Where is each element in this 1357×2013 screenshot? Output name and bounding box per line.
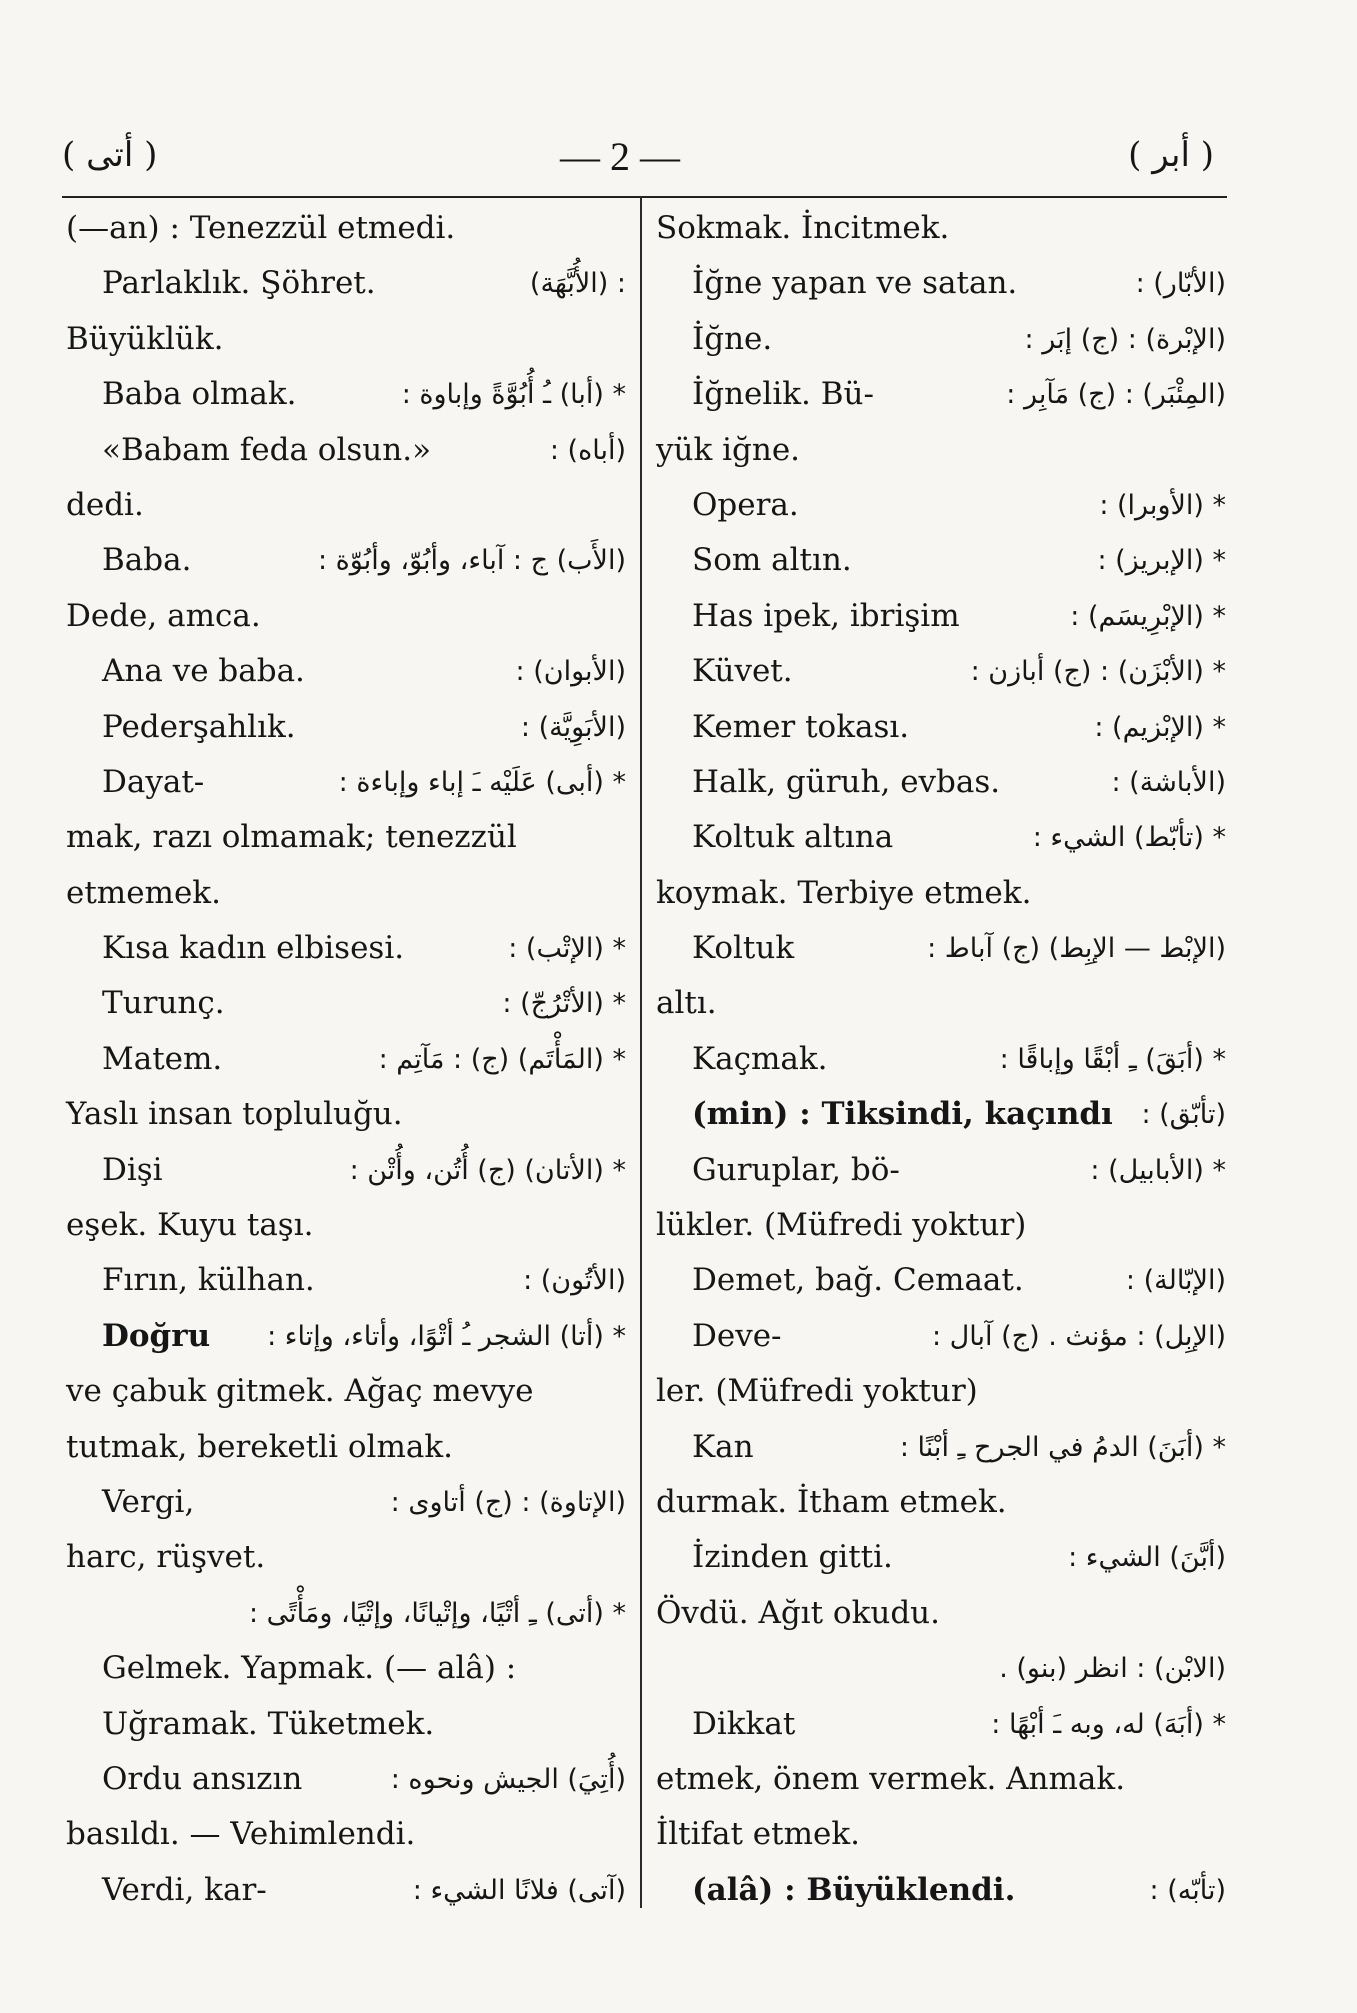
header-rule	[62, 196, 1227, 198]
dictionary-line	[656, 1364, 1226, 1419]
arabic-entry: (الأبَوِيَّة) :	[520, 711, 626, 743]
arabic-entry: * (أبَقَ) ـِ أبْقًا وإباقًا :	[999, 1043, 1226, 1075]
dictionary-line	[66, 478, 626, 533]
dictionary-line	[66, 312, 626, 367]
dictionary-line	[656, 1087, 1226, 1142]
header-left-keyword: ( أتى )	[62, 135, 158, 175]
turkish-text: ler. (Müfredi yoktur)	[656, 1373, 978, 1410]
arabic-entry: * (الأتْرُجّ) :	[502, 988, 626, 1020]
turkish-text: Kaçmak.	[692, 1040, 828, 1077]
dictionary-line	[656, 810, 1226, 865]
turkish-text: yük iğne.	[656, 431, 801, 468]
dictionary-line	[66, 1475, 626, 1530]
dictionary-line	[66, 1752, 626, 1807]
arabic-entry: (الإبِل) : مؤنث . (ج) آبال :	[932, 1320, 1226, 1352]
arabic-entry: (الإبّالة) :	[1125, 1265, 1226, 1297]
arabic-entry: * (أبَنَ) الدمُ في الجرح ـِ أبْنًا :	[899, 1431, 1226, 1463]
arabic-entry: (الإبْرة) : (ج) إبَر :	[1024, 323, 1226, 355]
turkish-text: Has ipek, ibrişim	[692, 597, 960, 634]
arabic-entry: (تأبّه) :	[1149, 1874, 1226, 1906]
dictionary-line	[66, 921, 626, 976]
dictionary-line	[66, 976, 626, 1031]
dictionary-line	[66, 1032, 626, 1087]
arabic-entry: (الأبوان) :	[515, 656, 626, 688]
dictionary-line	[66, 1586, 626, 1641]
dictionary-line	[66, 256, 626, 311]
dictionary-line	[66, 810, 626, 865]
dictionary-line	[66, 533, 626, 588]
turkish-text: Guruplar, bö-	[692, 1151, 900, 1188]
dictionary-line	[66, 1309, 626, 1364]
turkish-text: «Babam feda olsun.»	[102, 431, 432, 468]
dictionary-line	[66, 367, 626, 422]
arabic-entry: * (أتى) ـِ أتْيًا، وإتْيانًا، وإتْيًا، ومَأْتًى :	[248, 1597, 626, 1629]
arabic-entry: * (المَأْتَم) (ج) : مَآتِم :	[378, 1043, 626, 1075]
dictionary-line	[656, 644, 1226, 699]
page-header	[0, 125, 1357, 185]
arabic-entry: * (الأوبرا) :	[1099, 489, 1226, 521]
dictionary-line	[656, 1586, 1226, 1641]
turkish-text: Ordu ansızın	[102, 1760, 303, 1797]
arabic-entry: * (الإبْرِيسَم) :	[1070, 600, 1226, 632]
dictionary-line	[656, 478, 1226, 533]
turkish-text: Doğru	[102, 1317, 211, 1354]
turkish-text: Verdi, kar-	[102, 1871, 267, 1908]
dictionary-line	[656, 1530, 1226, 1585]
turkish-text: Küvet.	[692, 653, 793, 690]
arabic-entry: * (الأبْزَن) : (ج) أبازن :	[970, 656, 1226, 688]
turkish-text: Gelmek. Yapmak. (— alâ) :	[102, 1650, 517, 1687]
dictionary-line	[656, 1253, 1226, 1308]
turkish-text: Parlaklık. Şöhret.	[102, 265, 376, 302]
arabic-entry: (أبَّنَ) الشيء :	[1068, 1542, 1226, 1574]
arabic-entry: (الأباشة) :	[1111, 766, 1226, 798]
dictionary-line	[656, 1752, 1226, 1807]
dictionary-line	[656, 1641, 1226, 1696]
arabic-entry: (آتى) فلانًا الشيء :	[412, 1874, 626, 1906]
turkish-text: Baba olmak.	[102, 376, 297, 413]
dictionary-line	[656, 1475, 1226, 1530]
arabic-entry: (الأَب) ج : آباء، وأبُوّ، وأبُوّة :	[317, 545, 626, 577]
dictionary-line	[656, 367, 1226, 422]
arabic-entry: (المِئْبَر) : (ج) مَآبِر :	[1006, 379, 1226, 411]
turkish-text: Kan	[692, 1428, 754, 1465]
turkish-text: dedi.	[66, 486, 144, 523]
arabic-entry: (الإتاوة) : (ج) أتاوى :	[390, 1486, 626, 1518]
turkish-text: Baba.	[102, 542, 192, 579]
column-divider	[640, 196, 642, 1908]
arabic-entry: * (تأبّط) الشيء :	[1032, 822, 1226, 854]
turkish-text: altı.	[656, 985, 717, 1022]
dictionary-line	[66, 1364, 626, 1419]
dictionary-line	[66, 1807, 626, 1862]
page-number: — 2 —	[560, 134, 680, 179]
dictionary-line	[66, 1253, 626, 1308]
turkish-text: Ana ve baba.	[102, 653, 305, 690]
turkish-text: Dikkat	[692, 1705, 796, 1742]
dictionary-line	[656, 256, 1226, 311]
turkish-text: eşek. Kuyu taşı.	[66, 1207, 314, 1244]
turkish-text: tutmak, bereketli olmak.	[66, 1428, 453, 1465]
turkish-text: ve çabuk gitmek. Ağaç mevye	[66, 1373, 534, 1410]
turkish-text: (alâ) : Büyüklendi.	[692, 1871, 1016, 1908]
dictionary-line	[66, 201, 626, 256]
dictionary-line	[66, 866, 626, 921]
right-column	[656, 201, 1226, 1918]
arabic-entry: (الابْن) : انظر (بنو) .	[999, 1653, 1226, 1685]
dictionary-line	[656, 1863, 1226, 1918]
dictionary-line	[656, 866, 1226, 921]
dictionary-line	[66, 1863, 626, 1918]
turkish-text: Uğramak. Tüketmek.	[102, 1705, 435, 1742]
turkish-text: Turunç.	[102, 985, 225, 1022]
dictionary-line	[656, 201, 1226, 256]
dictionary-line	[656, 1309, 1226, 1364]
dictionary-line	[656, 1807, 1226, 1862]
dictionary-line	[656, 1697, 1226, 1752]
arabic-entry: * (أبَهَ) له، وبه ـَ أبْهًا :	[991, 1708, 1226, 1740]
turkish-text: İğne.	[692, 320, 773, 357]
turkish-text: (min) : Tiksindi, kaçındı	[692, 1096, 1113, 1133]
dictionary-line	[656, 755, 1226, 810]
turkish-text: Övdü. Ağıt okudu.	[656, 1594, 940, 1631]
turkish-text: İğnelik. Bü-	[692, 376, 874, 413]
turkish-text: Dişi	[102, 1151, 163, 1188]
left-column	[66, 201, 626, 1918]
turkish-text: Opera.	[692, 486, 799, 523]
dictionary-line	[66, 1530, 626, 1585]
turkish-text: Yaslı insan topluluğu.	[66, 1096, 403, 1133]
dictionary-line	[66, 1198, 626, 1253]
turkish-text: Vergi,	[102, 1483, 195, 1520]
turkish-text: Demet, bağ. Cemaat.	[692, 1262, 1024, 1299]
turkish-text: Pederşahlık.	[102, 708, 296, 745]
arabic-entry: * (الأتان) (ج) أُتُن، وأُتْن :	[349, 1154, 626, 1186]
dictionary-line	[66, 644, 626, 699]
dictionary-line	[656, 312, 1226, 367]
arabic-entry: (أباه) :	[549, 434, 626, 466]
turkish-text: İzinden gitti.	[692, 1539, 893, 1576]
turkish-text: basıldı. — Vehimlendi.	[66, 1816, 416, 1853]
turkish-text: harc, rüşvet.	[66, 1539, 266, 1576]
turkish-text: etmemek.	[66, 874, 221, 911]
arabic-entry: * (الإتْب) :	[508, 933, 626, 965]
arabic-entry: : (الأُبَّهَة)	[529, 268, 626, 300]
turkish-text: Kısa kadın elbisesi.	[102, 930, 405, 967]
turkish-text: Som altın.	[692, 542, 852, 579]
arabic-entry: * (الأبابيل) :	[1090, 1154, 1226, 1186]
turkish-text: durmak. İtham etmek.	[656, 1483, 1007, 1520]
arabic-entry: (الأتُون) :	[523, 1265, 626, 1297]
dictionary-line	[66, 423, 626, 478]
header-right-keyword: ( أبر )	[1128, 135, 1214, 175]
turkish-text: Dayat-	[102, 763, 205, 800]
dictionary-line	[656, 1198, 1226, 1253]
arabic-entry: * (أبى) عَلَيْه ـَ إباء وإباءة :	[338, 766, 626, 798]
turkish-text: Koltuk	[692, 930, 795, 967]
turkish-text: (—an) : Tenezzül etmedi.	[66, 210, 456, 246]
dictionary-line	[656, 533, 1226, 588]
turkish-text: İltifat etmek.	[656, 1816, 860, 1853]
dictionary-line	[656, 1143, 1226, 1198]
turkish-text: Halk, güruh, evbas.	[692, 763, 1001, 800]
dictionary-line	[66, 1143, 626, 1198]
turkish-text: Deve-	[692, 1317, 782, 1354]
turkish-text: Koltuk altına	[692, 819, 894, 856]
dictionary-line	[66, 589, 626, 644]
dictionary-line	[66, 700, 626, 755]
dictionary-line	[66, 755, 626, 810]
arabic-entry: (الإبْط — الإبِط) (ج) آباط :	[927, 933, 1226, 965]
dictionary-line	[656, 921, 1226, 976]
arabic-entry: * (أتا) الشجر ـُ أتْوًا، وأتاء، وإتاء :	[267, 1320, 626, 1352]
turkish-text: İğne yapan ve satan.	[692, 265, 1018, 302]
turkish-text: lükler. (Müfredi yoktur)	[656, 1207, 1027, 1244]
turkish-text: Büyüklük.	[66, 320, 224, 357]
dictionary-line	[66, 1697, 626, 1752]
dictionary-line	[656, 700, 1226, 755]
arabic-entry: * (الإبريز) :	[1097, 545, 1226, 577]
turkish-text: etmek, önem vermek. Anmak.	[656, 1760, 1126, 1797]
arabic-entry: (الأبّار) :	[1135, 268, 1226, 300]
turkish-text: Dede, amca.	[66, 597, 261, 634]
arabic-entry: (أُتِيَ) الجيش ونحوه :	[390, 1763, 626, 1795]
dictionary-line	[66, 1420, 626, 1475]
arabic-entry: (تأبّق) :	[1141, 1099, 1226, 1131]
dictionary-line	[66, 1087, 626, 1142]
dictionary-line	[66, 1641, 626, 1696]
arabic-entry: * (أبا) ـُ أُبُوَّةً وإباوة :	[401, 379, 626, 411]
arabic-entry: * (الإبْزيم) :	[1094, 711, 1226, 743]
turkish-text: Kemer tokası.	[692, 708, 910, 745]
turkish-text: Fırın, külhan.	[102, 1262, 315, 1299]
dictionary-line	[656, 976, 1226, 1031]
dictionary-line	[656, 1032, 1226, 1087]
turkish-text: koymak. Terbiye etmek.	[656, 874, 1032, 911]
turkish-text: Sokmak. İncitmek.	[656, 210, 950, 246]
turkish-text: Matem.	[102, 1040, 223, 1077]
dictionary-line	[656, 1420, 1226, 1475]
dictionary-line	[656, 589, 1226, 644]
turkish-text: mak, razı olmamak; tenezzül	[66, 819, 517, 856]
dictionary-line	[656, 423, 1226, 478]
